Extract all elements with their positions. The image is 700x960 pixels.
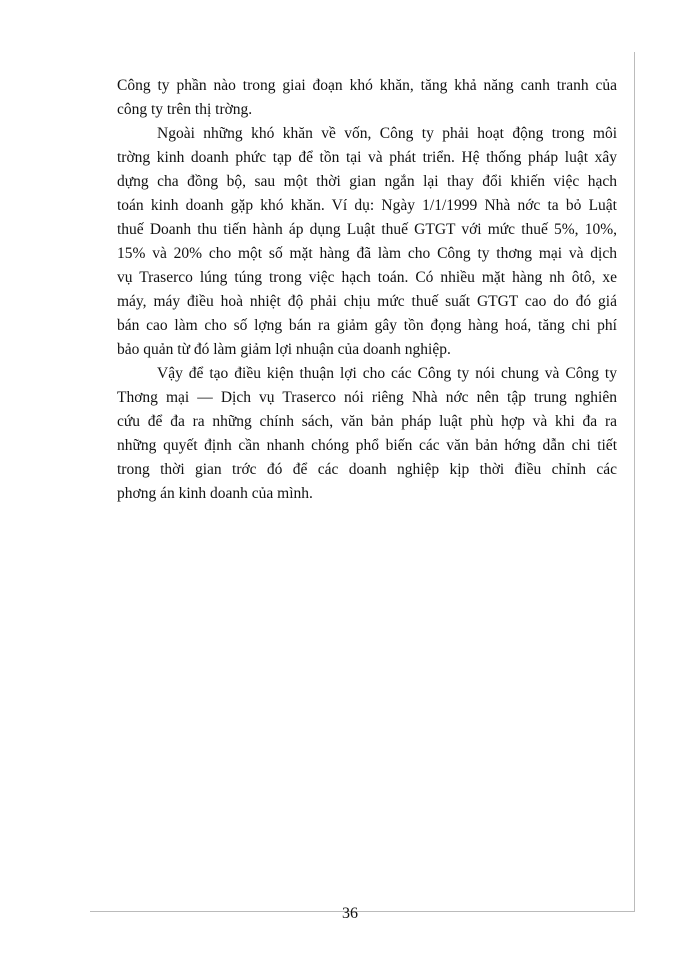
text-line: phơng án kinh doanh của mình.: [117, 485, 313, 502]
text-line: dựng cha đồng bộ, sau một thời gian ngắn lại thay đổi khiến việc hạch: [117, 173, 617, 190]
text-line: bảo quản từ đó làm giảm lợi nhuận của doanh nghiệp.: [117, 341, 451, 358]
text-line: Thơng mại — Dịch vụ Traserco nói riêng Nhà nớc nên tập trung nghiên: [117, 389, 617, 406]
text-line: bán cao làm cho số lợng bán ra giảm gây tồn đọng hàng hoá, tăng chi phí: [117, 317, 617, 334]
paragraph-2: [117, 122, 617, 362]
text-line: thuế Doanh thu tiến hành áp dụng Luật thuế GTGT với mức thuế 5%, 10%,: [117, 221, 617, 238]
text-line: Vậy để tạo điều kiện thuận lợi cho các Công ty nói chung và Công ty: [157, 365, 617, 382]
paragraph-3: [117, 362, 617, 506]
page-number: 36: [342, 905, 358, 922]
text-line: trờng kinh doanh phức tạp để tồn tại và phát triển. Hệ thống pháp luật xây: [117, 149, 617, 166]
text-line: 15% và 20% cho một số mặt hàng đã làm cho Công ty thơng mại và dịch: [117, 245, 617, 262]
text-line: những quyết định cần nhanh chóng phổ biến các văn bản hớng dẫn chi tiết: [117, 437, 617, 454]
paragraph-1: [117, 74, 617, 122]
text-line: cứu để đa ra những chính sách, văn bản pháp luật phù hợp và khi đa ra: [117, 413, 617, 430]
text-line: công ty trên thị trờng.: [117, 101, 253, 118]
text-line: trong thời gian trớc đó để các doanh nghiệp kịp thời điều chỉnh các: [117, 461, 617, 478]
text-line: máy, máy điều hoà nhiệt độ phải chịu mức thuế suất GTGT cao do đó giá: [117, 293, 617, 310]
text-line: Công ty phần nào trong giai đoạn khó khăn, tăng khả năng canh tranh của: [117, 77, 617, 94]
text-line: Ngoài những khó khăn về vốn, Công ty phải hoạt động trong môi: [157, 125, 617, 142]
text-line: vụ Traserco lúng túng trong việc hạch toán. Có nhiều mặt hàng nh ôtô, xe: [117, 269, 617, 286]
text-line: toán kinh doanh gặp khó khăn. Ví dụ: Ngày 1/1/1999 Nhà nớc ta bỏ Luật: [117, 197, 617, 214]
document-body: [117, 74, 617, 506]
